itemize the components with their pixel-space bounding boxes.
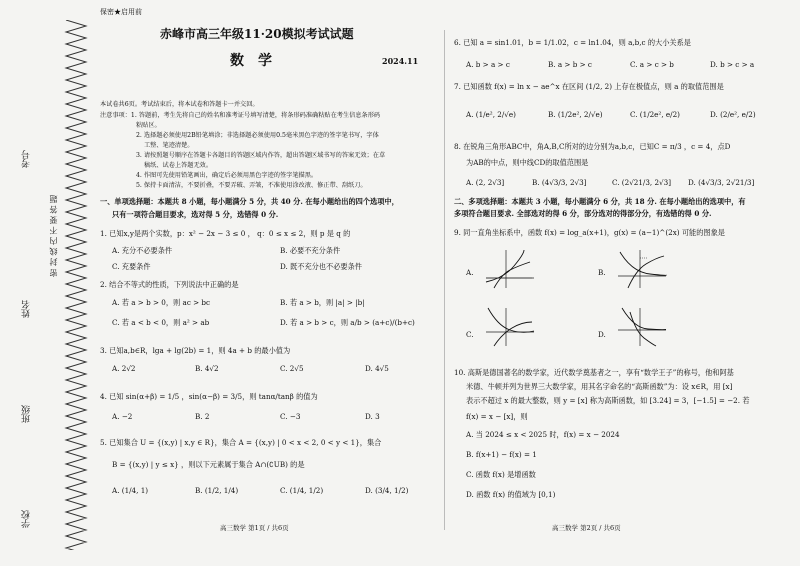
q9-option-b: B. [598, 268, 606, 277]
q3-option-a: A. 2√2 [112, 364, 136, 373]
notice-intro: 本试卷共6页。考试结束后，将本试卷和答题卡一并交回。 [100, 101, 259, 108]
notice-item: 稿纸、试卷上答题无效。 [144, 162, 213, 169]
left-page [100, 0, 440, 566]
q6-option-a: A. b > a > c [466, 60, 510, 69]
secret-label: 保密★启用前 [100, 8, 142, 16]
q5-option-c: C. (1/4, 1/2) [280, 486, 324, 495]
binding-warning: 密 封 线 内 不 要 答 题 [49, 195, 58, 277]
q3-option-c: C. 2√5 [280, 364, 304, 373]
notice-item: 注意事项：1. 答题前，考生先将自己的姓名和准考证号填写清楚，将条形码准确粘贴在考生信息条形码 [100, 112, 381, 119]
footer-left: 高三数学 第1页 / 共6页 [220, 524, 289, 532]
q8-option-b: B. (4√3/3, 2√3] [532, 178, 587, 187]
q5-option-a: A. (1/4, 1) [112, 486, 149, 495]
q8-stem-2: 为AB的中点，则中线CD的取值范围是 [466, 158, 589, 167]
zigzag-border [62, 20, 90, 550]
page-divider [444, 30, 445, 530]
binding-label-number: 考号 [22, 150, 32, 168]
section1-heading: 一、单项选择题：本题共 8 小题，每小题满分 5 分，共 40 分. 在每小题给出的四个选项中， [100, 197, 399, 206]
q9-graph-c [484, 306, 536, 348]
q8-option-a: A. (2, 2√3] [466, 178, 505, 187]
q7-stem: 7. 已知函数 f(x) = ln x − ae^x 在区间 (1/2, 2) 上存在极值点，则 a 的取值范围是 [454, 82, 724, 91]
q10-option-d: D. 函数 f(x) 的值域为 [0,1) [466, 490, 556, 499]
q7-option-a: A. (1/e², 2/√e) [466, 110, 516, 119]
q5-option-d: D. (3/4, 1/2) [365, 486, 409, 495]
q1-stem: 1. 已知x,y是两个实数，p：x² − 2x − 3 ≤ 0 ， q：0 ≤ x ≤ 2，则 p 是 q 的 [100, 229, 351, 238]
notice-item: 工整、笔迹清楚。 [144, 142, 194, 149]
q2-option-a: A. 若 a > b > 0，则 ac > bc [112, 298, 211, 307]
notice-item: 3. 请按照题号顺序在答题卡各题目的答题区域内作答，超出答题区域书写的答案无效；在草 [136, 152, 386, 159]
q1-option-c: C. 充要条件 [112, 262, 151, 271]
notice-item: 4. 作图可先使用铅笔画出，确定后必须用黑色字迹的签字笔描黑。 [136, 172, 318, 179]
q2-stem: 2. 结合不等式的性质，下列说法中正确的是 [100, 280, 239, 289]
q6-stem: 6. 已知 a = sin1.01，b = 1/1.02，c = ln1.04，则 a,b,c 的大小关系是 [454, 38, 691, 47]
q3-option-b: B. 4√2 [195, 364, 219, 373]
q5-stem-2: B = {(x,y) | y ≤ x} ，则以下元素属于集合 A∩(∁UB) 的是 [112, 460, 305, 469]
q7-option-c: C. (1/2e², e/2) [630, 110, 680, 119]
q9-option-a: A. [466, 268, 474, 277]
q4-stem: 4. 已知 sin(α+β) = 1/5 ，sin(α−β) = 3/5，则 tanα/tanβ 的值为 [100, 392, 318, 401]
notice-item: 2. 选择题必须使用2B铅笔填涂；非选择题必须使用0.5毫米黑色字迹的签字笔书写，字体 [136, 132, 379, 139]
q6-option-b: B. a > b > c [548, 60, 592, 69]
q8-stem: 8. 在锐角三角形ABC中，角A,B,C所对的边分别为a,b,c，已知C = π/3 ，c = 4，点D [454, 142, 731, 151]
exam-title: 赤峰市高三年级11·20模拟考试试题 [160, 27, 354, 41]
notice-item: 粘贴区。 [136, 122, 161, 129]
binding-strip [8, 20, 48, 550]
q4-option-d: D. 3 [365, 412, 380, 421]
q2-option-b: B. 若 a > b，则 |a| > |b| [280, 298, 365, 307]
right-page [448, 0, 793, 566]
binding-label-school: 学校 [22, 510, 32, 528]
q10-option-a: A. 当 2024 ≤ x < 2025 时，f(x) = x − 2024 [466, 430, 620, 439]
q2-option-d: D. 若 a > b > c，则 a/b > (a+c)/(b+c) [280, 318, 415, 327]
q10-stem-1: 10. 高斯是德国著名的数学家，近代数学奠基者之一，享有“数学王子”的称号，他和阿基 [454, 368, 734, 377]
q9-graph-a [484, 248, 536, 290]
q6-option-d: D. b > c > a [710, 60, 755, 69]
notice-item: 5. 保持卡面清洁，不要折叠，不要弄破、弄皱，不准使用涂改液、修正带、刮纸刀。 [136, 182, 367, 189]
q9-graph-b [616, 248, 668, 290]
q9-option-d: D. [598, 330, 606, 339]
section2-heading-2: 多项符合题目要求. 全部选对的得 6 分，部分选对的得部分分，有选错的得 0 分. [454, 209, 712, 218]
q9-option-c: C. [466, 330, 474, 339]
q6-option-c: C. a > c > b [630, 60, 674, 69]
q7-option-b: B. (1/2e², 2/√e) [548, 110, 603, 119]
subject-title: 数 学 [230, 53, 272, 69]
q5-stem: 5. 已知集合 U = {(x,y) | x,y ∈ R}，集合 A = {(x,y) | 0 < x < 2, 0 < y < 1}，集合 [100, 438, 382, 447]
q10-stem-3: 表示不超过 x 的最大整数，则 y = [x] 称为高斯函数，如 [3.24] = 3，[−1.5] = −2. 若 [466, 396, 750, 405]
q9-stem: 9. 同一直角坐标系中，函数 f(x) = log_a(x+1)，g(x) = (a−1)^(2x) 可能的图象是 [454, 228, 725, 237]
q4-option-a: A. −2 [112, 412, 133, 421]
q7-option-d: D. (2/e², e/2) [710, 110, 756, 119]
q4-option-c: C. −3 [280, 412, 301, 421]
binding-label-name: 姓名 [22, 300, 32, 318]
q10-stem-4: f(x) = x − [x]，则 [466, 412, 528, 421]
q9-graph-d [616, 306, 668, 348]
q8-option-d: D. (4√3/3, 2√21/3] [688, 178, 755, 187]
exam-date: 2024.11 [382, 56, 419, 66]
section1-heading-2: 只有一项符合题目要求，选对得 5 分，选错得 0 分. [112, 210, 279, 219]
q3-option-d: D. 4√5 [365, 364, 389, 373]
section2-heading: 二、多项选择题：本题共 3 小题，每小题满分 6 分，共 18 分. 在每小题给出的选项中，有 [454, 197, 746, 206]
footer-right: 高三数学 第2页 / 共6页 [552, 524, 621, 532]
q1-option-b: B. 必要不充分条件 [280, 246, 341, 255]
q4-option-b: B. 2 [195, 412, 210, 421]
q10-option-b: B. f(x+1) − f(x) = 1 [466, 450, 537, 459]
q1-option-d: D. 既不充分也不必要条件 [280, 262, 362, 271]
q2-option-c: C. 若 a < b < 0，则 a² > ab [112, 318, 210, 327]
q5-option-b: B. (1/2, 1/4) [195, 486, 239, 495]
binding-label-class: 班级 [22, 405, 32, 423]
q10-option-c: C. 函数 f(x) 是增函数 [466, 470, 536, 479]
q1-option-a: A. 充分不必要条件 [112, 246, 173, 255]
q3-stem: 3. 已知a,b∈R，lga + lg(2b) = 1，则 4a + b 的最小值为 [100, 346, 291, 355]
q8-option-c: C. (2√21/3, 2√3] [612, 178, 672, 187]
q10-stem-2: 米德、牛顿并列为世界三大数学家，用其名字命名的“高斯函数”为：设 x∈R，用 [x] [466, 382, 733, 391]
